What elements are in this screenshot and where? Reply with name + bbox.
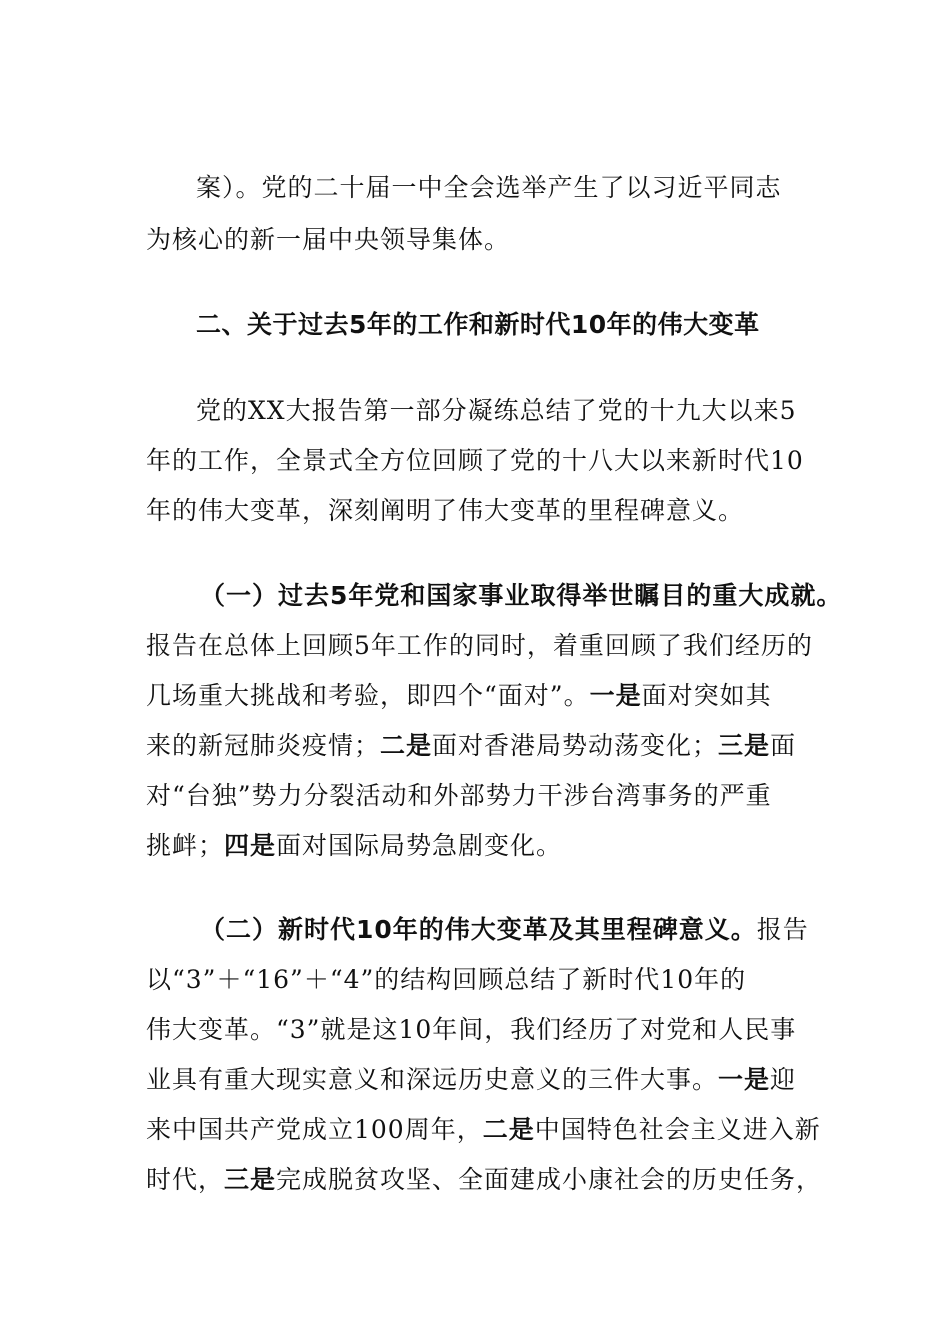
paragraph-line <box>146 962 826 998</box>
subsection-heading-line <box>200 578 880 614</box>
emphasis-text: 二是 <box>482 1115 535 1144</box>
paragraph-line <box>146 678 826 714</box>
text: 完成脱贫攻坚、全面建成小康社会的历史任务， <box>276 1165 823 1194</box>
text: 面对香港局势动荡变化； <box>432 731 719 760</box>
text: 案）。党的二十届一中全会选举产生了以习近平同志 <box>196 173 782 202</box>
text: 面 <box>770 731 797 760</box>
heading-text: 二、关于过去5年的工作和新时代10年的伟大变革 <box>196 310 760 339</box>
subsection-title: （二）新时代10年的伟大变革及其里程碑意义。 <box>200 915 757 944</box>
text: 业具有重大现实意义和深远历史意义的三件大事。 <box>146 1065 719 1094</box>
paragraph-line <box>146 628 826 664</box>
text: 来中国共产党成立100周年， <box>146 1115 483 1144</box>
text: 来的新冠肺炎疫情； <box>146 731 381 760</box>
text: 年的工作，全景式全方位回顾了党的十八大以来新时代10 <box>146 446 804 475</box>
text: 中国特色社会主义进入新 <box>534 1115 821 1144</box>
paragraph-line <box>146 1112 826 1148</box>
paragraph-line <box>146 1012 826 1048</box>
emphasis-text: 一是 <box>718 1065 771 1094</box>
paragraph-line <box>196 170 876 206</box>
text: 为核心的新一届中央领导集体。 <box>146 225 511 254</box>
paragraph-line <box>146 1162 826 1198</box>
paragraph-line <box>146 778 826 814</box>
paragraph-line <box>146 828 826 864</box>
text: 党的XX大报告第一部分凝练总结了党的十九大以来5 <box>196 396 797 425</box>
emphasis-text: 三是 <box>224 1165 277 1194</box>
paragraph-line <box>146 222 826 258</box>
text: 报告 <box>756 915 809 944</box>
text: 对“台独”势力分裂活动和外部势力干涉台湾事务的严重 <box>146 781 772 810</box>
text: 挑衅； <box>146 831 225 860</box>
emphasis-text: 二是 <box>380 731 433 760</box>
emphasis-text: 三是 <box>718 731 771 760</box>
paragraph-line <box>146 1062 826 1098</box>
subsection-heading-line <box>200 912 880 948</box>
section-heading <box>196 307 876 343</box>
text: 时代， <box>146 1165 225 1194</box>
text: 面对国际局势急剧变化。 <box>276 831 563 860</box>
subsection-title: （一）过去5年党和国家事业取得举世瞩目的重大成就。 <box>200 581 843 610</box>
text: 面对突如其 <box>641 681 772 710</box>
text: 伟大变革。“3”就是这10年间，我们经历了对党和人民事 <box>146 1015 797 1044</box>
text: 年的伟大变革，深刻阐明了伟大变革的里程碑意义。 <box>146 496 745 525</box>
paragraph-line <box>146 493 826 529</box>
text: 以“3”＋“16”＋“4”的结构回顾总结了新时代10年的 <box>146 965 747 994</box>
text: 报告在总体上回顾5年工作的同时，着重回顾了我们经历的 <box>146 631 813 660</box>
emphasis-text: 四是 <box>224 831 277 860</box>
emphasis-text: 一是 <box>589 681 642 710</box>
paragraph-line <box>146 443 826 479</box>
paragraph-line <box>146 728 826 764</box>
text: 迎 <box>770 1065 797 1094</box>
text: 几场重大挑战和考验，即四个“面对”。 <box>146 681 590 710</box>
paragraph-line <box>196 393 876 429</box>
